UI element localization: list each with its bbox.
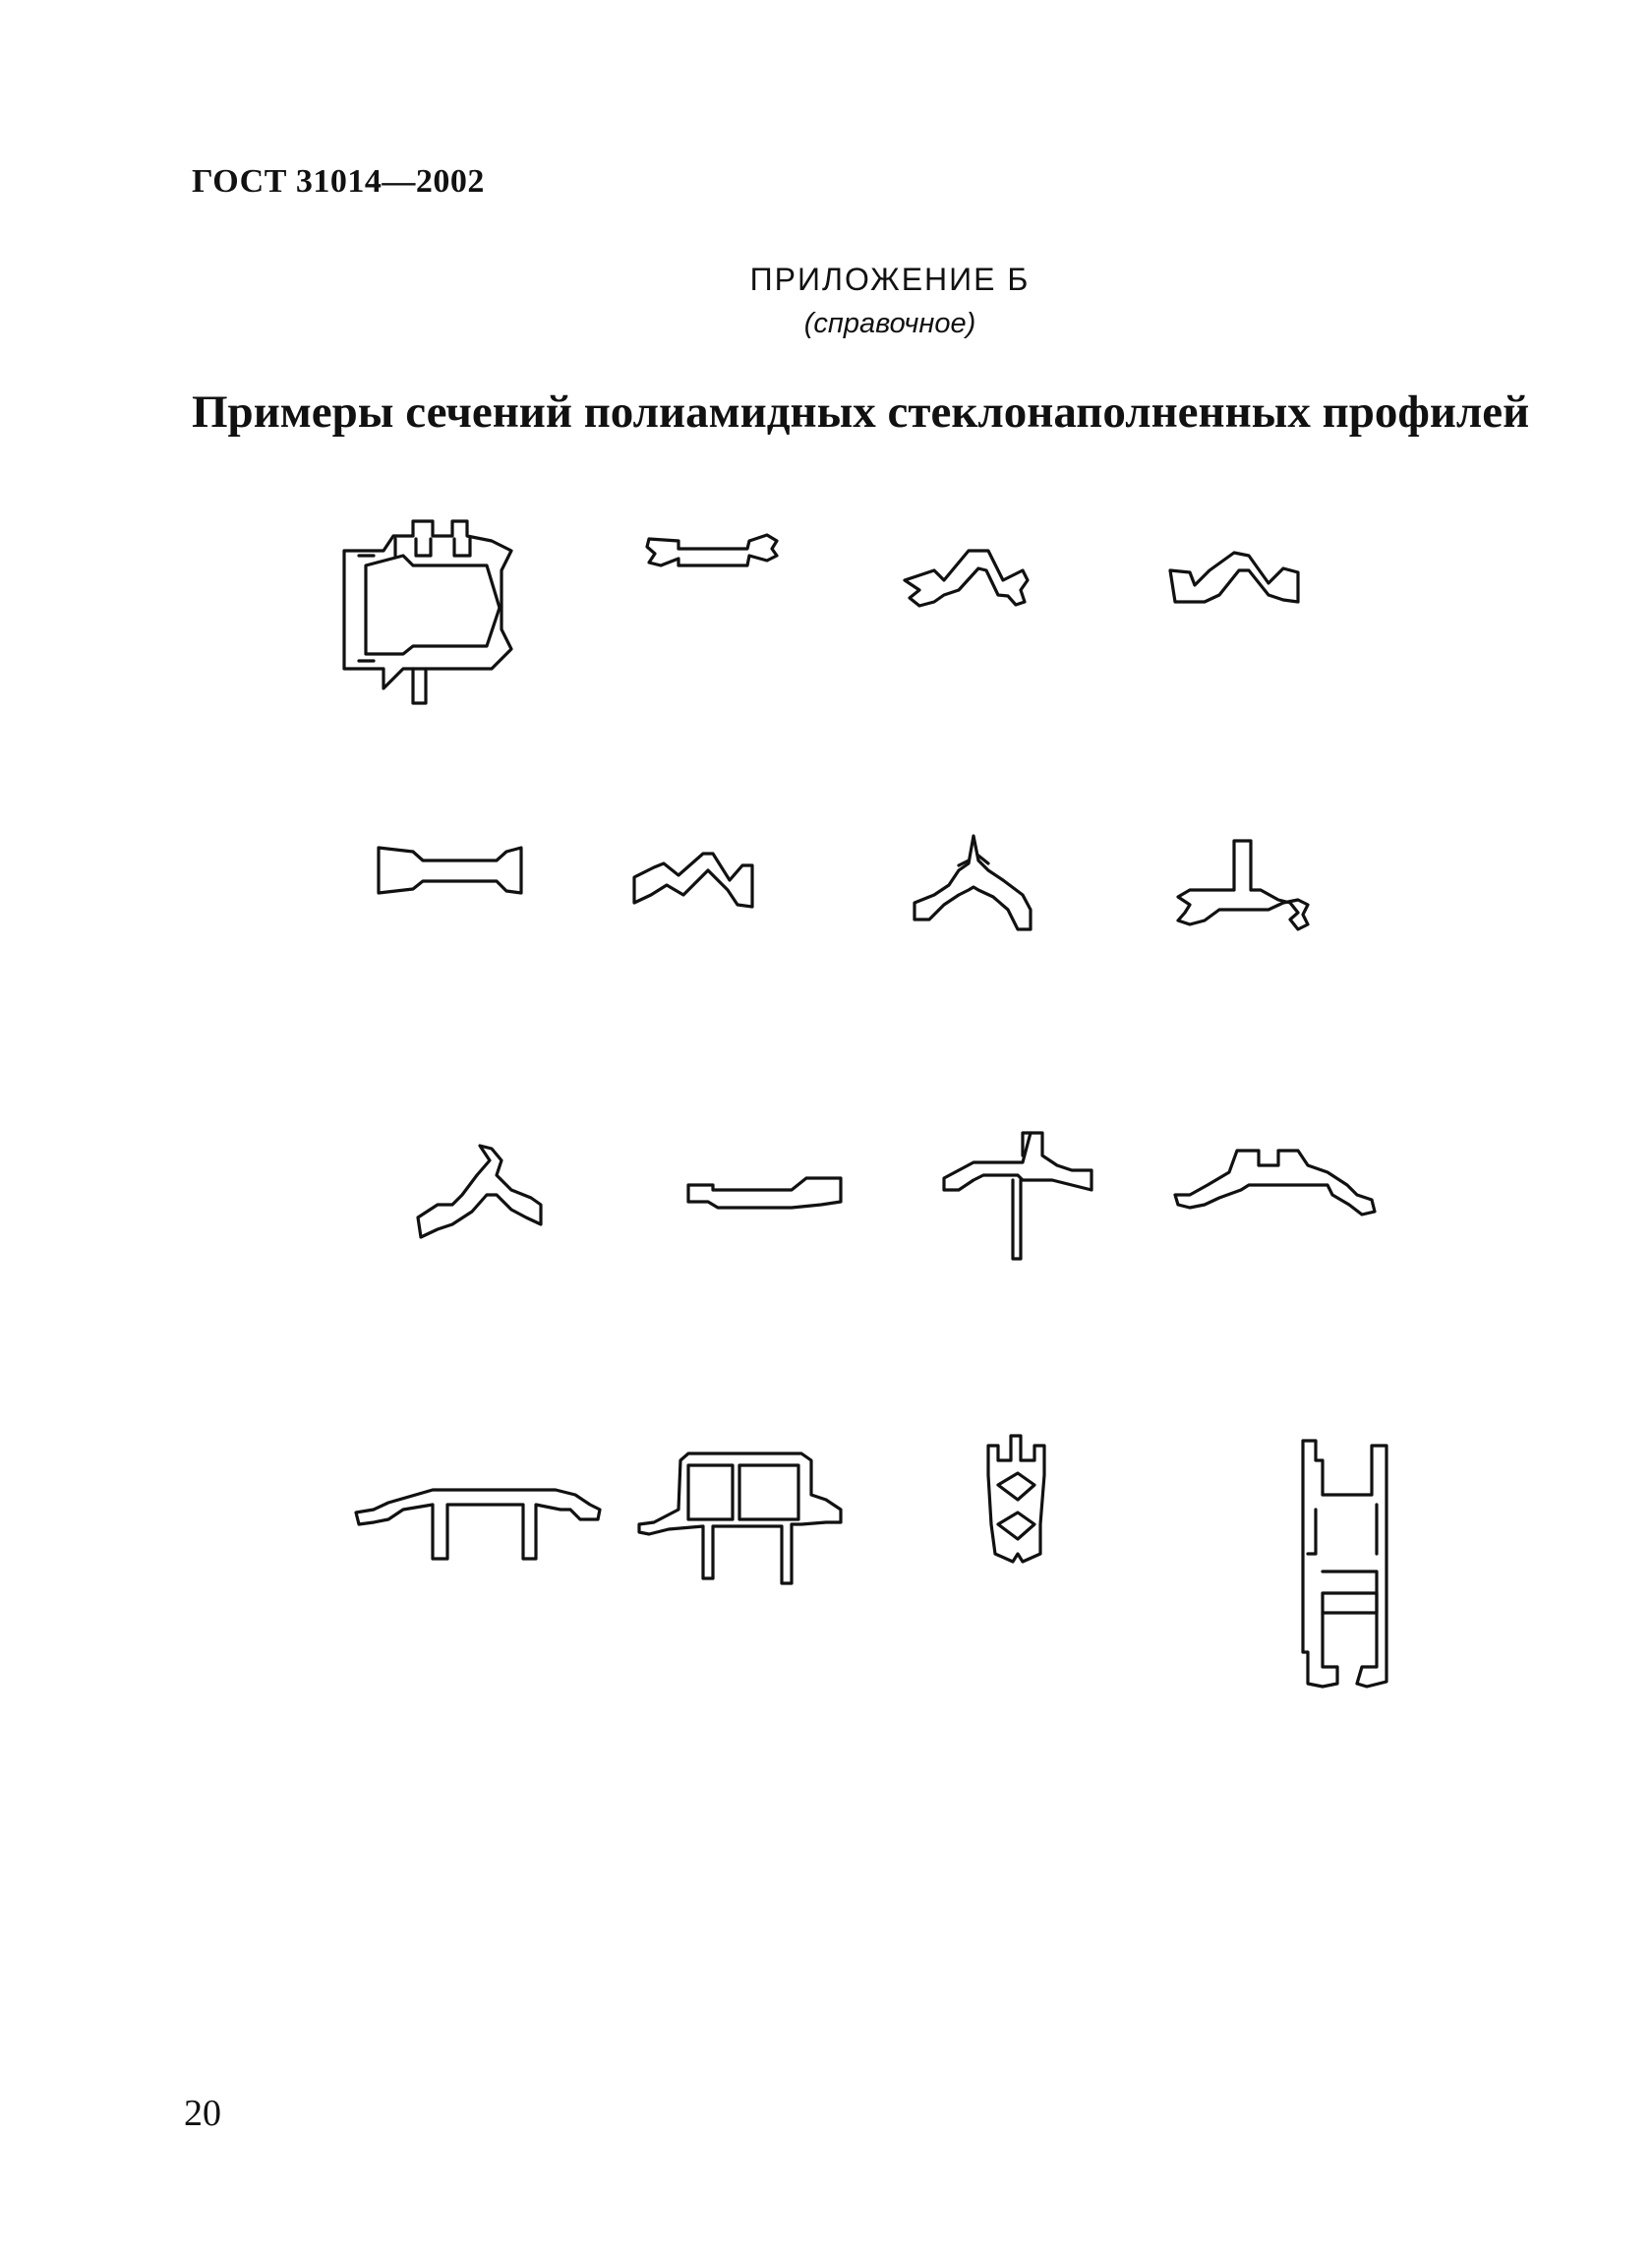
profile-section-2-2 — [634, 854, 752, 907]
page-title: Примеры сечений полиамидных стеклонаполненных профилей — [192, 386, 1530, 438]
profile-section-3-4 — [1175, 1151, 1375, 1215]
profile-section-2-3 — [914, 836, 1031, 929]
profile-section-1-4 — [1170, 553, 1298, 602]
profile-section-2-4 — [1178, 841, 1308, 929]
profile-section-1-1 — [344, 521, 511, 703]
profile-section-3-2 — [688, 1178, 841, 1208]
profile-section-4-1 — [356, 1490, 600, 1559]
profile-section-1-3 — [905, 551, 1028, 606]
profile-section-4-2 — [639, 1453, 841, 1583]
profile-section-3-3 — [944, 1133, 1092, 1259]
appendix-subtitle: (справочное) — [803, 308, 976, 339]
appendix-title: ПРИЛОЖЕНИЕ Б — [749, 262, 1031, 297]
page-number: 20 — [184, 2093, 221, 2134]
standard-number: ГОСТ 31014—2002 — [192, 163, 485, 200]
profile-section-4-4 — [1303, 1441, 1386, 1687]
profile-section-1-2 — [647, 535, 777, 565]
profile-section-4-3 — [988, 1436, 1044, 1562]
profile-section-2-1 — [379, 848, 521, 893]
profile-section-3-1 — [418, 1146, 541, 1237]
